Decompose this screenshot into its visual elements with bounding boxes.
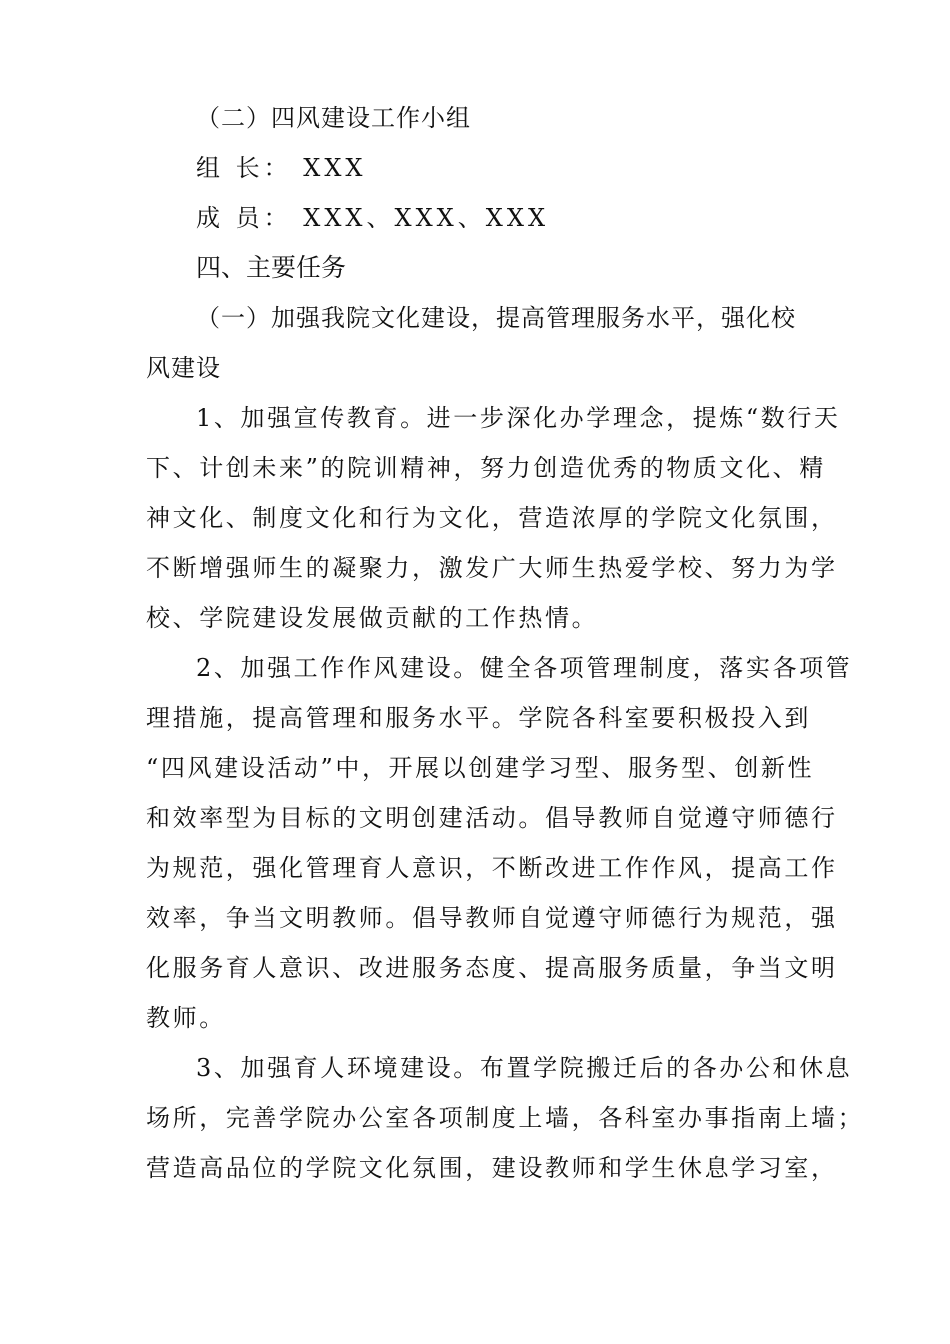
paragraph-3-line: 3、加强育人环境建设。布置学院搬迁后的各办公和休息: [196, 1054, 853, 1082]
paragraph-3-line: 场所，完善学院办公室各项制度上墙，各科室办事指南上墙；: [146, 1104, 865, 1132]
section-heading-work-group: （二）四风建设工作小组: [196, 104, 471, 132]
paragraph-2-line: 和效率型为目标的文明创建活动。倡导教师自觉遵守师德行: [146, 804, 838, 832]
paragraph-2-line: 效率，争当文明教师。倡导教师自觉遵守师德行为规范，强: [146, 904, 838, 932]
paragraph-1-line: 校、学院建设发展做贡献的工作热情。: [146, 604, 599, 632]
subsection-heading-culture: （一）加强我院文化建设，提高管理服务水平，强化校: [196, 304, 796, 332]
paragraph-2-line: 理措施，提高管理和服务水平。学院各科室要积极投入到: [146, 704, 811, 732]
paragraph-2-line: 2、加强工作作风建设。健全各项管理制度，落实各项管: [196, 654, 853, 682]
group-members-line: 成 员： XXX、XXX、XXX: [196, 204, 550, 232]
subsection-heading-culture-cont: 风建设: [146, 354, 221, 382]
paragraph-3-line: 营造高品位的学院文化氛围，建设教师和学生休息学习室，: [146, 1154, 838, 1182]
group-leader-line: 组 长： XXX: [196, 154, 367, 182]
paragraph-2-line: 教师。: [146, 1004, 226, 1032]
paragraph-1-line: 1、加强宣传教育。进一步深化办学理念，提炼“数行天: [196, 404, 841, 432]
paragraph-2-line: “四风建设活动”中，开展以创建学习型、服务型、创新性: [146, 754, 815, 782]
paragraph-2-line: 化服务育人意识、改进服务态度、提高服务质量，争当文明: [146, 954, 838, 982]
paragraph-2-line: 为规范，强化管理育人意识，不断改进工作作风，提高工作: [146, 854, 838, 882]
paragraph-1-line: 不断增强师生的凝聚力，激发广大师生热爱学校、努力为学: [146, 554, 838, 582]
paragraph-1-line: 下、计创未来”的院训精神，努力创造优秀的物质文化、精: [146, 454, 826, 482]
section-heading-main-tasks: 四、主要任务: [196, 253, 347, 282]
paragraph-1-line: 神文化、制度文化和行为文化，营造浓厚的学院文化氛围，: [146, 504, 838, 532]
